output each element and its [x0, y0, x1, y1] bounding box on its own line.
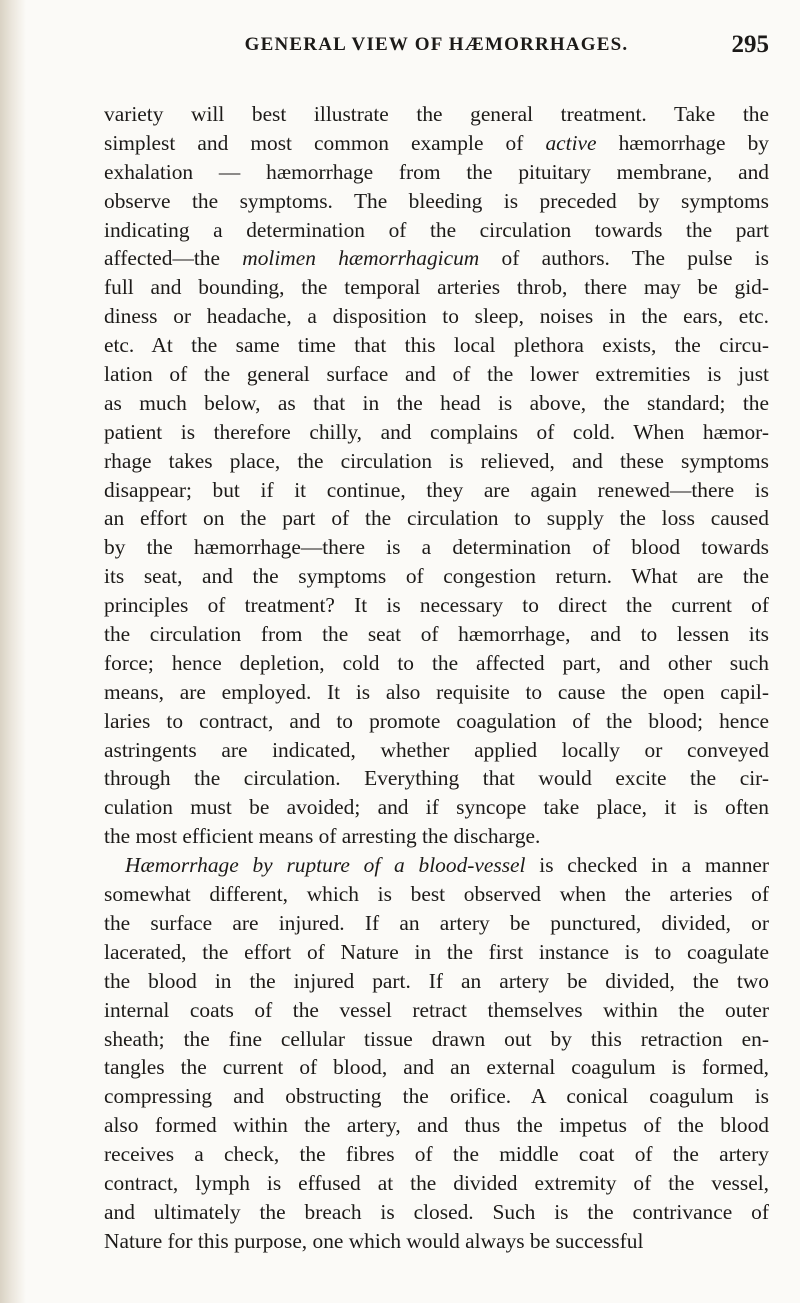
text-segment: the most efficient means of arresting the discharge. [104, 824, 541, 849]
text-line [104, 851, 769, 880]
text-line [104, 562, 769, 591]
text-segment: contract, lymph is effused at the divided extremity of the vessel, [104, 1170, 769, 1195]
text-segment: is checked in a manner [525, 853, 770, 878]
text-segment: the circulation from the seat of hæmorrhage, and to lessen its [104, 622, 769, 647]
text-line [104, 273, 769, 302]
italic-text: Hæmorrhage by rupture of a blood-vessel [125, 853, 526, 878]
running-title: GENERAL VIEW OF HÆMORRHAGES. [244, 34, 629, 55]
text-segment: compressing and obstructing the orifice. A conical coagulum is [104, 1084, 769, 1109]
text-line [104, 360, 769, 389]
text-segment: disappear; but if it continue, they are again renewed—there is [104, 477, 769, 502]
text-segment: internal coats of the vessel retract themselves within the outer [104, 997, 769, 1022]
text-segment: receives a check, the fibres of the middle coat of the artery [104, 1142, 769, 1167]
text-segment: and ultimately the breach is closed. Such is the contrivance of [104, 1199, 769, 1224]
text-line [104, 764, 769, 793]
text-line [104, 389, 769, 418]
text-segment: means, are employed. It is also requisite to cause the open capil- [104, 679, 769, 704]
text-line [104, 476, 769, 505]
text-line [104, 187, 769, 216]
text-segment: tangles the current of blood, and an external coagulum is formed, [104, 1055, 769, 1080]
text-segment: observe the symptoms. The bleeding is preceded by symptoms [104, 188, 769, 213]
text-segment: full and bounding, the temporal arteries throb, there may be gid- [104, 275, 769, 300]
text-line [104, 129, 769, 158]
text-segment: of authors. The pulse is [479, 246, 769, 271]
text-line [104, 158, 769, 187]
text-segment: an effort on the part of the circulation to supply the loss caused [104, 506, 769, 531]
text-segment: as much below, as that in the head is above, the standard; the [104, 390, 769, 415]
text-segment: lacerated, the effort of Nature in the first instance is to coagulate [104, 939, 769, 964]
text-segment: the surface are injured. If an artery be punctured, divided, or [104, 910, 769, 935]
text-segment: variety will best illustrate the general treatment. Take the [104, 102, 769, 126]
text-line [104, 1111, 769, 1140]
text-line [104, 418, 769, 447]
text-segment: force; hence depletion, cold to the affected part, and other such [104, 650, 769, 675]
text-segment: hæmorrhage by [596, 130, 769, 155]
text-line [104, 793, 769, 822]
text-line [104, 1227, 769, 1256]
text-segment: indicating a determination of the circulation towards the part [104, 217, 769, 242]
text-segment: principles of treatment? It is necessary to direct the current of [104, 593, 769, 618]
text-segment: Nature for this purpose, one which would always be successful [104, 1228, 644, 1253]
italic-text: molimen hæmorrhagicum [242, 246, 480, 271]
text-line [104, 331, 769, 360]
text-line [104, 244, 769, 273]
text-line [104, 736, 769, 765]
text-line [104, 996, 769, 1025]
page-number: 295 [731, 31, 769, 58]
text-line [104, 649, 769, 678]
text-segment: simplest and most common example of [104, 130, 546, 155]
text-line [104, 504, 769, 533]
text-line [104, 1140, 769, 1169]
text-line [104, 909, 769, 938]
body-text [104, 100, 769, 1256]
text-segment: its seat, and the symptoms of congestion return. What are the [104, 564, 769, 589]
italic-text: active [545, 130, 597, 155]
text-line [104, 620, 769, 649]
text-segment: rhage takes place, the circulation is relieved, and these symptoms [104, 448, 769, 473]
text-segment: somewhat different, which is best observed when the arteries of [104, 882, 769, 907]
text-line [104, 938, 769, 967]
text-segment: exhalation — hæmorrhage from the pituitary membrane, and [104, 159, 769, 184]
book-page [104, 31, 770, 1256]
text-segment: patient is therefore chilly, and complains of cold. When hæmor- [104, 419, 769, 444]
text-segment: astringents are indicated, whether applied locally or conveyed [104, 737, 769, 762]
text-line [104, 822, 769, 851]
running-head [104, 31, 769, 70]
text-line [104, 967, 769, 996]
text-line [104, 302, 769, 331]
text-line [104, 216, 769, 245]
text-segment: diness or headache, a disposition to sleep, noises in the ears, etc. [104, 304, 769, 329]
binding-shadow [0, 0, 26, 1303]
text-segment: through the circulation. Everything that would excite the cir- [104, 766, 769, 791]
text-line [104, 1025, 769, 1054]
text-line [104, 1082, 769, 1111]
text-segment: affected—the [104, 246, 243, 271]
text-line [104, 1198, 769, 1227]
text-line [104, 1053, 769, 1082]
text-line [104, 591, 769, 620]
text-segment: sheath; the fine cellular tissue drawn out by this retraction en- [104, 1026, 769, 1051]
text-segment: culation must be avoided; and if syncope take place, it is often [104, 795, 769, 820]
text-line [104, 1169, 769, 1198]
text-line [104, 707, 769, 736]
text-segment: the blood in the injured part. If an artery be divided, the two [104, 968, 769, 993]
text-segment: laries to contract, and to promote coagulation of the blood; hence [104, 708, 769, 733]
text-line [104, 447, 769, 476]
text-segment: etc. At the same time that this local plethora exists, the circu- [104, 333, 769, 358]
text-line [104, 880, 769, 909]
text-segment: lation of the general surface and of the lower extremities is just [104, 362, 769, 387]
text-segment: also formed within the artery, and thus the impetus of the blood [104, 1113, 769, 1138]
text-line [104, 100, 769, 129]
text-line [104, 678, 769, 707]
text-line [104, 533, 769, 562]
text-segment: by the hæmorrhage—there is a determination of blood towards [104, 535, 769, 560]
